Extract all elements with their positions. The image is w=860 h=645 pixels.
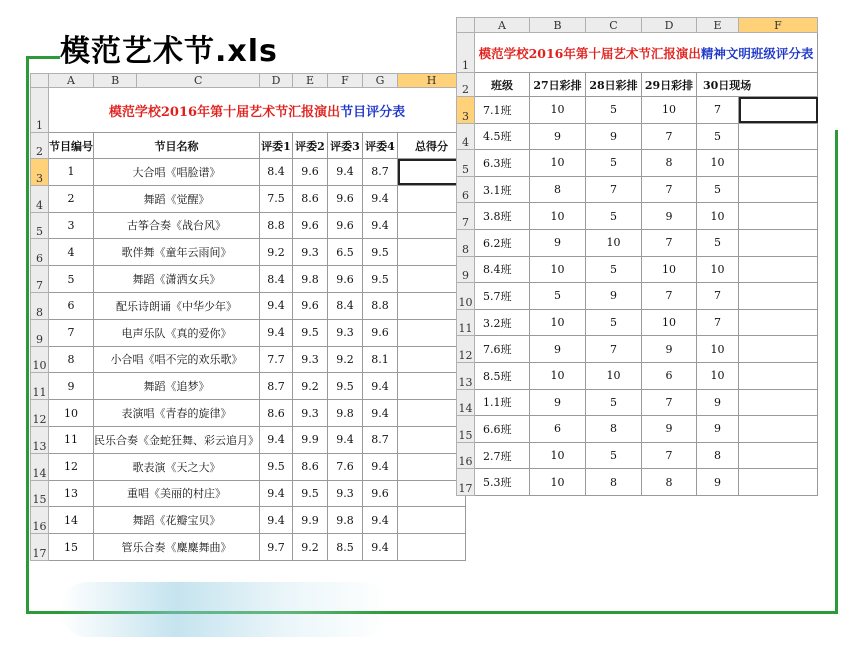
- cell[interactable]: 9.2: [328, 346, 363, 373]
- table-row: [31, 266, 466, 293]
- cell[interactable]: 9.5: [293, 480, 328, 507]
- cell[interactable]: 舞蹈《潇洒女兵》: [94, 266, 260, 293]
- cell[interactable]: 5: [586, 97, 642, 124]
- row-header[interactable]: 2: [457, 73, 475, 97]
- cell[interactable]: 5: [586, 150, 642, 177]
- decorative-wave: [60, 582, 390, 637]
- row-header[interactable]: 14: [31, 453, 49, 480]
- row-header[interactable]: 16: [31, 507, 49, 534]
- cell[interactable]: 9.4: [328, 159, 363, 186]
- cell[interactable]: 10: [530, 256, 586, 283]
- cell[interactable]: 6.5: [328, 239, 363, 266]
- cell[interactable]: 8.7: [363, 159, 398, 186]
- cell[interactable]: 表演唱《青春的旋律》: [94, 400, 260, 427]
- row-header[interactable]: 9: [31, 319, 49, 346]
- cell[interactable]: 10: [586, 229, 642, 256]
- column-header-c[interactable]: C: [586, 18, 642, 33]
- cell[interactable]: 9.4: [363, 212, 398, 239]
- column-header-e[interactable]: E: [697, 18, 739, 33]
- frame-left-line: [26, 56, 29, 614]
- cell[interactable]: 小合唱《唱不完的欢乐歌》: [94, 346, 260, 373]
- cell[interactable]: 9.4: [260, 426, 293, 453]
- cell[interactable]: 舞蹈《觉醒》: [94, 185, 260, 212]
- cell[interactable]: 10: [697, 336, 739, 363]
- cell[interactable]: 8: [586, 469, 642, 496]
- cell[interactable]: 歌伴舞《童年云雨间》: [94, 239, 260, 266]
- cell[interactable]: 6: [530, 416, 586, 443]
- cell[interactable]: 5: [586, 389, 642, 416]
- header-cell[interactable]: 节目编号: [49, 133, 94, 159]
- cell[interactable]: 7: [642, 442, 697, 469]
- row-header[interactable]: 10: [31, 346, 49, 373]
- cell[interactable]: 3.2班: [475, 309, 530, 336]
- cell[interactable]: 10: [530, 97, 586, 124]
- cell[interactable]: [739, 203, 818, 230]
- cell[interactable]: 7.6: [328, 453, 363, 480]
- cell[interactable]: 10: [530, 362, 586, 389]
- cell[interactable]: 9.2: [293, 373, 328, 400]
- row-header[interactable]: 7: [31, 266, 49, 293]
- header-cell[interactable]: 评委4: [363, 133, 398, 159]
- table-row: [31, 426, 466, 453]
- cell[interactable]: 10: [642, 97, 697, 124]
- cell[interactable]: [739, 362, 818, 389]
- cell[interactable]: 5: [697, 176, 739, 203]
- cell[interactable]: 9.5: [293, 319, 328, 346]
- cell[interactable]: 9.5: [260, 453, 293, 480]
- row-header[interactable]: 2: [31, 133, 49, 159]
- header-cell[interactable]: 节目名称: [94, 133, 260, 159]
- cell[interactable]: 9.4: [363, 400, 398, 427]
- cell[interactable]: 6: [642, 362, 697, 389]
- cell[interactable]: 9: [642, 416, 697, 443]
- table-row: [457, 469, 818, 496]
- header-cell[interactable]: 30日现场: [697, 73, 818, 97]
- cell[interactable]: 9.4: [260, 292, 293, 319]
- cell[interactable]: 歌表演《天之大》: [94, 453, 260, 480]
- cell[interactable]: 9.4: [260, 319, 293, 346]
- cell[interactable]: 9.4: [363, 453, 398, 480]
- cell[interactable]: [739, 442, 818, 469]
- column-header-f[interactable]: F: [739, 18, 818, 33]
- cell[interactable]: 9.4: [363, 373, 398, 400]
- cell[interactable]: 9: [697, 469, 739, 496]
- row-header[interactable]: 10: [457, 283, 475, 310]
- cell[interactable]: 8.4: [328, 292, 363, 319]
- cell[interactable]: 5: [530, 283, 586, 310]
- cell[interactable]: 配乐诗朗诵《中华少年》: [94, 292, 260, 319]
- cell[interactable]: 1: [49, 159, 94, 186]
- cell[interactable]: 8: [642, 150, 697, 177]
- cell[interactable]: 8.4: [260, 266, 293, 293]
- cell[interactable]: 9: [586, 283, 642, 310]
- cell[interactable]: 电声乐队《真的爱你》: [94, 319, 260, 346]
- table-row: [457, 256, 818, 283]
- cell[interactable]: 7: [586, 176, 642, 203]
- caption-blue: 精神文明班级评分表: [700, 45, 814, 61]
- cell[interactable]: 9.6: [363, 480, 398, 507]
- column-header-c[interactable]: C: [137, 74, 260, 88]
- cell[interactable]: 9.8: [328, 400, 363, 427]
- cell[interactable]: 7: [642, 283, 697, 310]
- table-row: [31, 212, 466, 239]
- cell[interactable]: 8.6: [293, 185, 328, 212]
- cell[interactable]: 9: [49, 373, 94, 400]
- cell[interactable]: 7: [697, 283, 739, 310]
- table-row: [457, 203, 818, 230]
- cell[interactable]: 民乐合奏《金蛇狂舞、彩云追月》: [94, 426, 260, 453]
- row-header[interactable]: 17: [31, 534, 49, 561]
- cell[interactable]: 9: [530, 229, 586, 256]
- table-row: [31, 239, 466, 266]
- cell[interactable]: 5.7班: [475, 283, 530, 310]
- cell[interactable]: 8.7: [363, 426, 398, 453]
- right-sheet-grid: [456, 17, 818, 496]
- cell[interactable]: 9.2: [260, 239, 293, 266]
- cell[interactable]: 9.6: [363, 319, 398, 346]
- table-row: [31, 400, 466, 427]
- table-row: [457, 389, 818, 416]
- column-header-d[interactable]: D: [642, 18, 697, 33]
- table-row: [457, 123, 818, 150]
- cell[interactable]: 8.4: [260, 159, 293, 186]
- column-header-b[interactable]: B: [94, 74, 137, 88]
- cell[interactable]: 9.4: [363, 534, 398, 561]
- row-header[interactable]: 1: [31, 88, 49, 133]
- cell[interactable]: 5: [586, 309, 642, 336]
- column-header-g[interactable]: G: [363, 74, 398, 88]
- caption-red: 模范学校2016年第十届艺术节汇报演出: [478, 45, 701, 61]
- cell[interactable]: 9.8: [328, 507, 363, 534]
- cell[interactable]: 9: [642, 203, 697, 230]
- table-row: [31, 159, 466, 186]
- cell[interactable]: 9.4: [363, 185, 398, 212]
- cell[interactable]: 舞蹈《花瓣宝贝》: [94, 507, 260, 534]
- cell[interactable]: 9.7: [260, 534, 293, 561]
- cell[interactable]: 8: [530, 176, 586, 203]
- cell[interactable]: 7: [642, 389, 697, 416]
- row-header[interactable]: 5: [457, 150, 475, 177]
- cell[interactable]: 4: [49, 239, 94, 266]
- row-header[interactable]: 1: [457, 33, 475, 73]
- cell[interactable]: 舞蹈《追梦》: [94, 373, 260, 400]
- cell[interactable]: [398, 507, 466, 534]
- cell[interactable]: 9.6: [328, 266, 363, 293]
- cell[interactable]: 8.6: [293, 453, 328, 480]
- cell[interactable]: 5: [586, 203, 642, 230]
- select-all-corner[interactable]: [31, 74, 49, 88]
- table-row: [31, 507, 466, 534]
- table-row: [457, 150, 818, 177]
- table-row: [31, 480, 466, 507]
- cell[interactable]: [739, 176, 818, 203]
- cell[interactable]: 古筝合奏《战台风》: [94, 212, 260, 239]
- cell[interactable]: 8: [586, 416, 642, 443]
- cell[interactable]: 9: [530, 123, 586, 150]
- row-header[interactable]: 11: [457, 309, 475, 336]
- cell[interactable]: [739, 256, 818, 283]
- cell[interactable]: 7: [586, 336, 642, 363]
- cell[interactable]: 9: [530, 389, 586, 416]
- row-header[interactable]: 6: [31, 239, 49, 266]
- cell[interactable]: 5: [697, 123, 739, 150]
- cell[interactable]: 9.5: [363, 266, 398, 293]
- cell[interactable]: [739, 123, 818, 150]
- cell[interactable]: 10: [530, 469, 586, 496]
- cell[interactable]: 8.7: [260, 373, 293, 400]
- cell[interactable]: 9.6: [293, 159, 328, 186]
- row-header[interactable]: 4: [457, 123, 475, 150]
- cell[interactable]: 7.6班: [475, 336, 530, 363]
- row-header[interactable]: 16: [457, 442, 475, 469]
- cell[interactable]: [739, 416, 818, 443]
- cell[interactable]: 14: [49, 507, 94, 534]
- cell[interactable]: 7.7: [260, 346, 293, 373]
- cell[interactable]: 重唱《美丽的村庄》: [94, 480, 260, 507]
- table-row: [31, 373, 466, 400]
- cell[interactable]: 9.5: [363, 239, 398, 266]
- cell[interactable]: 10: [530, 442, 586, 469]
- row-header[interactable]: 6: [457, 176, 475, 203]
- header-cell[interactable]: 评委1: [260, 133, 293, 159]
- cell[interactable]: 9.6: [328, 185, 363, 212]
- cell[interactable]: 10: [530, 203, 586, 230]
- cell[interactable]: 5.3班: [475, 469, 530, 496]
- column-header-a[interactable]: A: [475, 18, 530, 33]
- header-cell[interactable]: 班级: [475, 73, 530, 97]
- row-header[interactable]: 15: [31, 480, 49, 507]
- row-header[interactable]: 15: [457, 416, 475, 443]
- cell[interactable]: 9.5: [328, 373, 363, 400]
- cell[interactable]: 8.8: [260, 212, 293, 239]
- cell[interactable]: 5: [586, 442, 642, 469]
- cell[interactable]: 2.7班: [475, 442, 530, 469]
- cell[interactable]: 8: [697, 442, 739, 469]
- cell[interactable]: 8.4班: [475, 256, 530, 283]
- cell[interactable]: 10: [697, 362, 739, 389]
- cell[interactable]: 4.5班: [475, 123, 530, 150]
- column-header-e[interactable]: E: [293, 74, 328, 88]
- cell[interactable]: 8: [642, 469, 697, 496]
- frame-top-line: [26, 56, 60, 59]
- frame-right-line: [835, 130, 838, 614]
- select-all-corner[interactable]: [457, 18, 475, 33]
- cell[interactable]: 9: [530, 336, 586, 363]
- table-row: [31, 534, 466, 561]
- header-cell[interactable]: 29日彩排: [642, 73, 697, 97]
- column-header-h[interactable]: H: [398, 74, 466, 88]
- sheet-caption: [49, 88, 466, 133]
- column-header-b[interactable]: B: [530, 18, 586, 33]
- header-cell[interactable]: 27日彩排: [530, 73, 586, 97]
- row-header[interactable]: 17: [457, 469, 475, 496]
- row-header[interactable]: 8: [31, 292, 49, 319]
- cell[interactable]: 3: [49, 212, 94, 239]
- cell[interactable]: 9.9: [293, 426, 328, 453]
- cell[interactable]: 9.3: [293, 239, 328, 266]
- table-row: [457, 416, 818, 443]
- cell[interactable]: 10: [642, 309, 697, 336]
- cell[interactable]: 9.8: [293, 266, 328, 293]
- cell[interactable]: 9.4: [363, 507, 398, 534]
- cell[interactable]: 10: [530, 150, 586, 177]
- left-spreadsheet: [30, 73, 466, 561]
- cell[interactable]: 9.6: [293, 292, 328, 319]
- row-header[interactable]: 3: [457, 97, 475, 124]
- cell[interactable]: 9.6: [328, 212, 363, 239]
- header-cell[interactable]: 总得分: [398, 133, 466, 159]
- cell[interactable]: 6.3班: [475, 150, 530, 177]
- cell[interactable]: 9: [697, 389, 739, 416]
- cell[interactable]: 12: [49, 453, 94, 480]
- cell[interactable]: 10: [697, 256, 739, 283]
- cell[interactable]: 2: [49, 185, 94, 212]
- row-header[interactable]: 4: [31, 185, 49, 212]
- cell[interactable]: [398, 534, 466, 561]
- row-header[interactable]: 5: [31, 212, 49, 239]
- caption-red: 模范学校2016年第十届艺术节汇报演出: [108, 104, 341, 120]
- cell[interactable]: 13: [49, 480, 94, 507]
- cell[interactable]: 管乐合奏《麋麋舞曲》: [94, 534, 260, 561]
- table-row: [31, 319, 466, 346]
- cell[interactable]: 10: [586, 362, 642, 389]
- table-row: [457, 309, 818, 336]
- slide-title: 模范艺术节.xls: [60, 34, 278, 69]
- cell[interactable]: 15: [49, 534, 94, 561]
- cell[interactable]: 9: [642, 336, 697, 363]
- left-sheet-grid: [30, 73, 466, 561]
- cell[interactable]: 10: [697, 150, 739, 177]
- row-header[interactable]: 11: [31, 373, 49, 400]
- table-row: [457, 336, 818, 363]
- table-row: [457, 283, 818, 310]
- cell[interactable]: [739, 309, 818, 336]
- cell[interactable]: 5: [697, 229, 739, 256]
- cell[interactable]: 7: [642, 123, 697, 150]
- row-header[interactable]: 12: [457, 336, 475, 363]
- row-header[interactable]: 12: [31, 400, 49, 427]
- cell[interactable]: 8.6: [260, 400, 293, 427]
- cell[interactable]: [739, 469, 818, 496]
- cell[interactable]: 9.4: [260, 507, 293, 534]
- caption-blue: 节目评分表: [340, 104, 406, 120]
- cell[interactable]: 8.5班: [475, 362, 530, 389]
- table-row: [457, 442, 818, 469]
- table-row: [457, 229, 818, 256]
- cell[interactable]: [739, 283, 818, 310]
- cell[interactable]: 3.8班: [475, 203, 530, 230]
- cell[interactable]: 10: [49, 400, 94, 427]
- cell[interactable]: 6: [49, 292, 94, 319]
- cell[interactable]: 9.4: [328, 426, 363, 453]
- row-header[interactable]: 14: [457, 389, 475, 416]
- cell[interactable]: 5: [49, 266, 94, 293]
- cell[interactable]: 7: [697, 309, 739, 336]
- cell[interactable]: 大合唱《唱脸谱》: [94, 159, 260, 186]
- header-cell[interactable]: 评委3: [328, 133, 363, 159]
- cell[interactable]: 9: [697, 416, 739, 443]
- row-header[interactable]: 9: [457, 256, 475, 283]
- column-header-a[interactable]: A: [49, 74, 94, 88]
- table-row: [31, 346, 466, 373]
- header-cell[interactable]: 评委2: [293, 133, 328, 159]
- cell[interactable]: 9.9: [293, 507, 328, 534]
- cell[interactable]: 6.6班: [475, 416, 530, 443]
- row-header[interactable]: 13: [31, 426, 49, 453]
- right-spreadsheet: [456, 17, 818, 496]
- cell[interactable]: [739, 389, 818, 416]
- cell[interactable]: [739, 150, 818, 177]
- cell[interactable]: 7: [642, 176, 697, 203]
- table-row: [31, 185, 466, 212]
- cell[interactable]: 9.4: [260, 480, 293, 507]
- cell[interactable]: 9.3: [293, 400, 328, 427]
- cell[interactable]: [739, 229, 818, 256]
- cell[interactable]: 9.2: [293, 534, 328, 561]
- table-row: [457, 97, 818, 124]
- cell[interactable]: 9.3: [328, 319, 363, 346]
- cell[interactable]: 10: [530, 309, 586, 336]
- cell[interactable]: [739, 97, 818, 124]
- table-row: [31, 292, 466, 319]
- cell[interactable]: 8.1: [363, 346, 398, 373]
- cell[interactable]: 8: [49, 346, 94, 373]
- sheet-caption: [475, 33, 818, 73]
- cell[interactable]: 7.5: [260, 185, 293, 212]
- table-row: [457, 176, 818, 203]
- cell[interactable]: 7.1班: [475, 97, 530, 124]
- cell[interactable]: 6.2班: [475, 229, 530, 256]
- cell[interactable]: [739, 336, 818, 363]
- cell[interactable]: 10: [642, 256, 697, 283]
- cell[interactable]: 11: [49, 426, 94, 453]
- cell[interactable]: 7: [49, 319, 94, 346]
- header-cell[interactable]: 28日彩排: [586, 73, 642, 97]
- cell[interactable]: 5: [586, 256, 642, 283]
- cell[interactable]: 7: [642, 229, 697, 256]
- row-header[interactable]: 8: [457, 229, 475, 256]
- cell[interactable]: 9.3: [293, 346, 328, 373]
- cell[interactable]: 3.1班: [475, 176, 530, 203]
- cell[interactable]: 8.5: [328, 534, 363, 561]
- cell[interactable]: 9: [586, 123, 642, 150]
- column-header-f[interactable]: F: [328, 74, 363, 88]
- row-header[interactable]: 13: [457, 362, 475, 389]
- cell[interactable]: 10: [697, 203, 739, 230]
- table-row: [457, 362, 818, 389]
- cell[interactable]: 9.6: [293, 212, 328, 239]
- cell[interactable]: 9.3: [328, 480, 363, 507]
- row-header[interactable]: 7: [457, 203, 475, 230]
- column-header-d[interactable]: D: [260, 74, 293, 88]
- row-header[interactable]: 3: [31, 159, 49, 186]
- cell[interactable]: 7: [697, 97, 739, 124]
- cell[interactable]: 8.8: [363, 292, 398, 319]
- cell[interactable]: 1.1班: [475, 389, 530, 416]
- table-row: [31, 453, 466, 480]
